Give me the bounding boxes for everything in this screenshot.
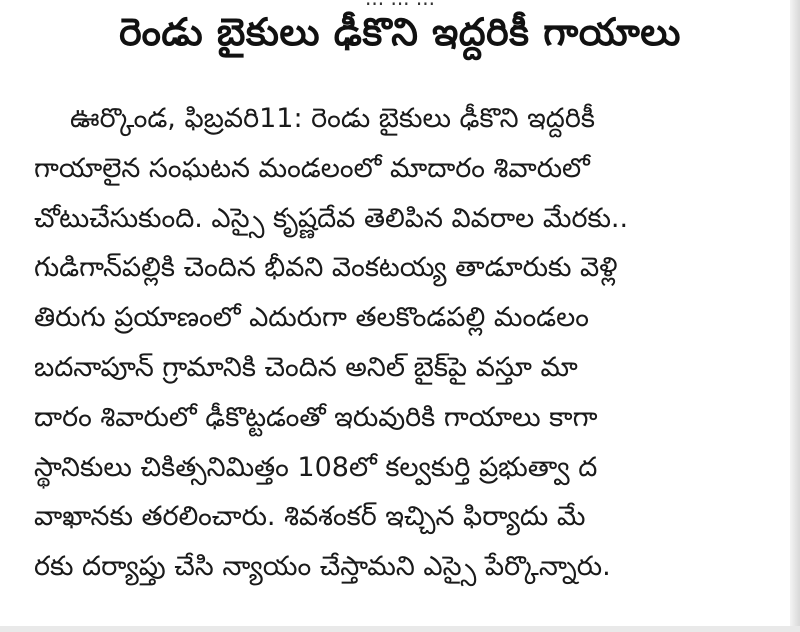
body-line: గాయాలైన సంఘటన మండలంలో మాదారం శివారులో — [34, 152, 590, 184]
body-line: తిరుగు ప్రయాణంలో ఎదురుగా తలకొండపల్లి మండలం — [34, 302, 589, 334]
body-line: రకు దర్యాప్తు చేసి న్యాయం చేస్తామని ఎస్సై పేర్కొన్నారు. — [34, 551, 611, 583]
page-bottom-edge — [0, 626, 800, 632]
body-line: ఊర్కొండ, ఫిబ్రవరి11: రెండు బైకులు ఢీకొని ఇద్దరికీ — [70, 103, 595, 134]
body-line: గుడిగాన్‌పల్లికి చెందిన భీవని వెంకటయ్య తాడూరుకు వెళ్లి — [34, 252, 618, 284]
clipped-previous-text — [0, 0, 800, 8]
body-line: స్థానికులు చికిత్సనిమిత్తం 108లో కల్వకుర్తి ప్రభుత్వా ద — [34, 451, 598, 483]
body-line: వాఖానకు తరలించారు. శివశంకర్ ఇచ్చిన ఫిర్యాదు మే — [34, 501, 586, 533]
body-line: దారం శివారులో ఢీకొట్టడంతో ఇరువురికి గాయాలు కాగా — [34, 401, 598, 433]
article-body — [34, 94, 760, 592]
article-headline: రెండు బైకులు ఢీకొని ఇద్దరికీ గాయాలు — [119, 10, 681, 54]
body-line: చోటుచేసుకుంది. ఎస్సై కృష్ణదేవ తెలిపిన వివరాల మేరకు.. — [34, 202, 629, 234]
body-line: బదనాపూన్ గ్రామానికి చెందిన అనిల్ బైక్‌పై వస్తూ మా — [34, 351, 578, 383]
page-edge-shadow — [790, 0, 800, 632]
